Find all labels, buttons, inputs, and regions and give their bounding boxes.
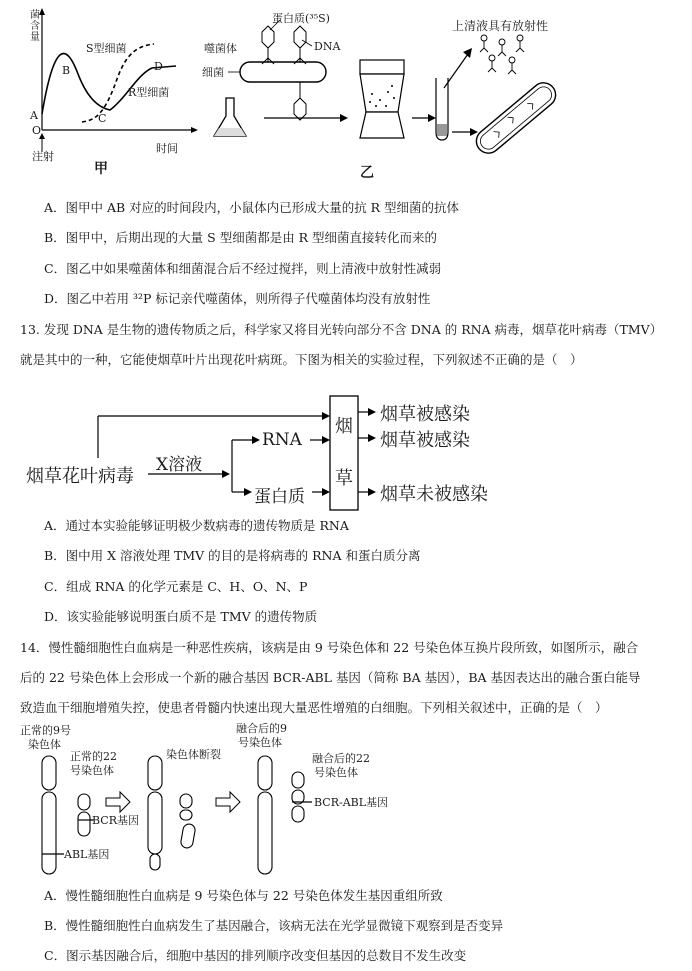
q13-stem-line-2: 就是其中的一种，它能使烟草叶片出现花叶病斑。下图为相关的实验过程，下列叙述不正确的是（ ）: [20, 352, 583, 367]
result-infected-2: 烟草被感染: [380, 430, 470, 451]
q12-option-b: B．图甲中，后期出现的大量 S 型细菌都是由 R 型细菌直接转化而来的: [44, 230, 438, 245]
point-a-label: A: [30, 109, 38, 122]
protein-label: 蛋白质(³⁵S): [272, 12, 330, 25]
q14-stem-line-1: 14．慢性髓细胞性白血病是一种恶性疾病，该病是由 9 号染色体和 22 号染色体互换片段所致，如图所示，融合: [20, 640, 639, 655]
q13-option-c: C．组成 RNA 的化学元素是 C、H、O、N、P: [44, 579, 308, 594]
q13-option-a: A．通过本实验能够证明极少数病毒的遗传物质是 RNA: [44, 518, 349, 533]
origin-label: O: [32, 124, 42, 137]
x-axis-label: 时间: [156, 142, 178, 155]
figure-caption-jia: 甲: [94, 161, 108, 177]
normal-9-label-2: 染色体: [28, 738, 61, 751]
fused-22-label-1: 融合后的22: [312, 752, 370, 765]
normal-22-label-1: 正常的22: [70, 750, 117, 763]
tobacco-label-2: 草: [335, 468, 353, 489]
tobacco-label-1: 烟: [335, 416, 353, 437]
supernatant-label: 上清液具有放射性: [452, 19, 549, 33]
q12-option-a: A．图甲中 AB 对应的时间段内，小鼠体内已形成大量的抗 R 型细菌的抗体: [44, 200, 460, 215]
figure-caption-yi: 乙: [360, 165, 374, 181]
fused-9-label-1: 融合后的9: [236, 722, 287, 735]
figure-jia: [26, 2, 201, 177]
fused-22-label-2: 号染色体: [314, 766, 358, 779]
q12-option-d: D．图乙中若用 ³²P 标记亲代噬菌体，则所得子代噬菌体均没有放射性: [44, 291, 431, 306]
q14-option-a: A．慢性髓细胞性白血病是 9 号染色体与 22 号染色体发生基因重组所致: [44, 888, 443, 903]
normal-22-label-2: 号染色体: [70, 764, 114, 777]
q14-stem-line-2: 后的 22 号染色体上会形成一个新的融合基因 BCR-ABL 基因（简称 BA 基因），BA 基因表达出的融合蛋白能导: [20, 670, 641, 685]
point-b-label: B: [62, 64, 71, 77]
bcr-gene-label: BCR基因: [92, 814, 139, 827]
protein-label-tmv: 蛋白质: [254, 487, 305, 507]
q14-stem-line-3: 致造血干细胞增殖失控，使患者骨髓内快速出现大量恶性增殖的白细胞。下列相关叙述中，正确的是（ ）: [20, 700, 608, 715]
q13-diagram: [20, 388, 540, 518]
q14-diagram: [20, 720, 400, 880]
injection-label: 注射: [32, 150, 54, 163]
point-c-label: C: [98, 112, 107, 125]
result-not-infected: 烟草未被感染: [380, 484, 488, 505]
normal-9-label-1: 正常的9号: [20, 724, 71, 737]
q14-option-c: C．图示基因融合后，细胞中基因的排列顺序改变但基因的总数目不发生改变: [44, 948, 467, 963]
q14-option-b: B．慢性髓细胞性白血病发生了基因融合，该病无法在光学显微镜下观察到是否变异: [44, 918, 504, 933]
figure-yi: [200, 2, 680, 184]
tmv-virus-label: 烟草花叶病毒: [26, 466, 134, 487]
bcr-abl-gene-label: BCR-ABL基因: [314, 796, 389, 809]
q12-option-c: C．图乙中如果噬菌体和细菌混合后不经过搅拌，则上清液中放射性减弱: [44, 261, 442, 276]
q13-option-b: B．图中用 X 溶液处理 TMV 的目的是将病毒的 RNA 和蛋白质分离: [44, 548, 421, 563]
abl-gene-label: ABL基因: [64, 848, 110, 861]
fused-9-label-2: 号染色体: [238, 736, 282, 749]
point-d-label: D: [154, 60, 163, 73]
dna-label: DNA: [314, 40, 341, 53]
s-curve-label: S型细菌: [86, 42, 127, 55]
r-curve-label: R型细菌: [128, 86, 170, 99]
bacteria-label: 细菌: [202, 66, 224, 79]
q13-option-d: D．该实验能够说明蛋白质不是 TMV 的遗传物质: [44, 609, 318, 624]
y-axis-label: 菌含量: [30, 10, 40, 43]
result-infected-1: 烟草被感染: [380, 404, 470, 425]
phage-experiment-diagram: [200, 2, 680, 184]
breakage-label: 染色体断裂: [166, 748, 221, 761]
rna-label: RNA: [262, 430, 302, 450]
phage-label: 噬菌体: [204, 42, 237, 55]
x-solution-label: X溶液: [156, 455, 203, 475]
q13-stem-line-1: 13. 发现 DNA 是生物的遗传物质之后，科学家又将目光转向部分不含 DNA 的 RNA 病毒，烟草花叶病毒（TMV）: [20, 322, 663, 337]
